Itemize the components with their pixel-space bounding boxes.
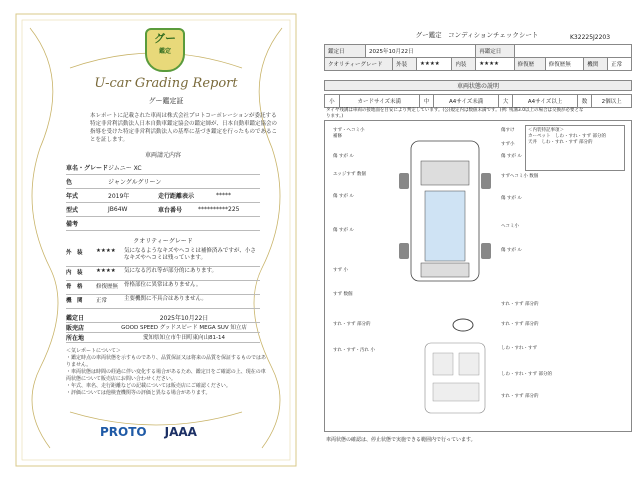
ext-value: ★★★★ <box>416 58 451 71</box>
report-title: U-car Grading Report <box>94 76 238 91</box>
damage-label: すず 数個 <box>333 292 353 297</box>
damage-label: しわ・すれ・すず <box>501 346 538 351</box>
vehicle-model-key: 型式 <box>66 206 79 214</box>
grade-section-title: クオリティーグレード <box>133 238 193 245</box>
vehicle-note-row <box>66 216 260 231</box>
damage-label: 傷 すが ル <box>333 228 354 233</box>
address-key: 所在地 <box>66 334 85 342</box>
legend-medium: 中 <box>419 95 434 108</box>
goo-appraisal-badge <box>145 28 185 72</box>
ext-key: 外装 <box>393 58 417 71</box>
comment-line: ＜内装特記事項＞ <box>528 128 564 133</box>
exterior-key: 外 装 <box>66 250 83 256</box>
vehicle-section-title: 車両請元内容 <box>144 152 181 159</box>
frame-key: 骨 格 <box>66 284 83 290</box>
vehicle-name-key: 車名・グレード <box>66 164 109 172</box>
legend-large: 大 <box>498 95 513 108</box>
legend-small-desc: カードサイズ未満 <box>339 95 419 108</box>
legend-small: 小 <box>325 95 340 108</box>
engine-desc: 主要機関に不具合はありません。 <box>124 296 207 302</box>
int-value: ★★★★ <box>476 58 514 71</box>
interior-desc: 気になる汚れ等が部分的にあります。 <box>124 268 218 274</box>
exterior-stars: ★★★★ <box>96 248 116 254</box>
chassis-key: 車台番号 <box>158 206 183 214</box>
frame-grade-row <box>66 280 260 295</box>
car-outline <box>325 121 633 433</box>
footer-logos <box>100 425 197 439</box>
damage-label: すず小 <box>501 142 515 147</box>
appraisal-date-value: 2025年10月22日 <box>159 314 209 322</box>
damage-label: ヘコミ小 <box>501 224 519 229</box>
damage-label: すず 小 <box>333 268 348 273</box>
sheet-code: K32225J2203 <box>570 34 611 41</box>
proto-logo: PROTO <box>100 425 147 439</box>
frame-value: 修復歴無 <box>96 284 119 290</box>
note-item: ・車両状態は時間の経過に伴い変化する場合があるため、鑑定日をご確認の上、現在の車両状態について販売店にお問い合わせください。 <box>66 369 266 382</box>
damage-label: 補修 <box>333 134 342 139</box>
exterior-desc: 気になるようなキズやヘコミは補修済みですが、小さなキズやヘコミは残っています。 <box>124 248 256 261</box>
damage-label: すれ・すず 部分的 <box>501 302 539 307</box>
damage-label: 傷すけ <box>501 128 515 133</box>
legend-count-desc: 2個以上 <box>592 95 632 108</box>
vehicle-color-row <box>66 174 260 189</box>
damage-label: すれ・すず 部分的 <box>333 322 371 327</box>
frame-key: 修復歴 <box>514 58 545 71</box>
damage-label: 傷 すが ル <box>333 154 354 159</box>
damage-label: エッジすず 数個 <box>333 172 366 177</box>
legend-medium-desc: A4サイズ未満 <box>434 95 498 108</box>
address-value: 愛知県知立市牛田町東向山81-14 <box>143 335 225 341</box>
mileage-value: ***** <box>216 191 231 199</box>
damage-label: すず・ヘコミ小 <box>333 128 365 133</box>
vehicle-model-value: JB64W <box>108 205 128 213</box>
address-row <box>66 332 260 343</box>
damage-diagram <box>324 120 632 432</box>
condition-banner: 車両状態の説明 <box>324 80 632 91</box>
reappraisal-value <box>514 45 631 58</box>
tire-note: タイヤ残溝は車両の接地面を目安により判定しています。(公)規定内は数値未満です。(例: 残溝3.0以上の場合は交換が必要となります。) <box>326 108 584 119</box>
damage-label: しわ・すれ・すず 部分的 <box>501 372 552 377</box>
report-intro: 本レポートに記載された車両は株式会社プロトコーポレーションが委託する特定非営利活動法人日本自動車鑑定協会の鑑定師が、日本自動車鑑定協会の指導を受けた特定非営利活動法人の基準に基づき鑑定を行ったものであることを証します。 <box>90 113 278 143</box>
note-item: ・年式、車名、走行距離などの記載については販売店にご確認ください。 <box>66 383 231 389</box>
quality-grade-key: クオリティーグレード <box>325 58 393 71</box>
exterior-grade-row <box>66 246 260 267</box>
damage-label: 傷 すが ル <box>501 196 522 201</box>
frame-desc: 骨格部位に異常はありません。 <box>124 282 202 288</box>
vehicle-color-key: 色 <box>66 178 73 186</box>
damage-label: 傷 すが ル <box>333 194 354 199</box>
comment-line: 天井 しわ・すれ・すず 部分的 <box>528 140 593 145</box>
shop-key: 販売店 <box>66 324 85 332</box>
vehicle-note-key: 備考 <box>66 220 79 228</box>
engine-grade-row <box>66 294 260 309</box>
damage-label: すれ・すず 部分的 <box>501 322 539 327</box>
vehicle-year-row <box>66 188 260 203</box>
vehicle-name-row <box>66 160 260 175</box>
mileage-key: 走行距離表示 <box>158 192 195 200</box>
interior-grade-row <box>66 266 260 281</box>
legend-count: 数 <box>577 95 592 108</box>
note-item: ・鑑定時点の車両状態を示すものであり、品質保証又は将来の品質を保証するものではありません。 <box>66 355 267 368</box>
sheet-footer: 車両状態の確認は、停止状態で実施できる範囲内で行っています。 <box>326 437 476 443</box>
summary-table <box>324 44 632 71</box>
report-subtitle: グー鑑定証 <box>148 97 184 105</box>
date-key: 鑑定日 <box>325 45 366 58</box>
damage-label: すれ・すず・汚れ 小 <box>333 348 375 353</box>
reappraisal-key: 再鑑定日 <box>476 45 514 58</box>
damage-label: すずヘコミ小 数個 <box>501 174 539 179</box>
badge-sub-text: 鑑定 <box>158 48 171 55</box>
shop-value: GOOD SPEED グッドスピード MEGA SUV 知立店 <box>121 325 247 331</box>
size-legend-table <box>324 94 632 108</box>
grading-report <box>0 0 314 480</box>
engine-key: 機 関 <box>66 298 83 304</box>
vehicle-model-row <box>66 202 260 217</box>
damage-label: 傷 すが ル <box>501 154 522 159</box>
damage-label: すれ・すず 部分的 <box>501 394 539 399</box>
damage-label: 傷 すが ル <box>501 248 522 253</box>
sheet-title: グー鑑定 コンディションチェックシート <box>415 31 539 39</box>
condition-check-sheet <box>314 0 640 480</box>
note-item: ・評価については他検査機関等の評価と異なる場合があります。 <box>66 390 211 396</box>
vehicle-color-value: ジャングルグリーン <box>108 178 162 186</box>
int-key: 内装 <box>452 58 476 71</box>
appraisal-date-key: 鑑定日 <box>66 314 85 322</box>
badge-main-text: グー <box>154 32 176 45</box>
engine-value: 正常 <box>608 58 632 71</box>
chassis-value: **********225 <box>198 205 240 213</box>
notes-title: ＜気レポートについて＞ <box>66 348 121 354</box>
engine-key: 機関 <box>584 58 608 71</box>
frame-value: 修復歴無 <box>545 58 583 71</box>
legend-large-desc: A4サイズ以上 <box>513 95 577 108</box>
jaaa-logo: JAAA <box>164 425 197 439</box>
vehicle-year-value: 2019年 <box>108 192 130 200</box>
comment-line: カーペット しわ・すれ・すず 部分的 <box>528 134 606 139</box>
engine-value: 正常 <box>96 298 108 304</box>
report-notes <box>66 348 266 397</box>
interior-stars: ★★★★ <box>96 268 116 274</box>
vehicle-name-value: ジムニー XC <box>108 164 142 172</box>
date-value: 2025年10月22日 <box>366 45 476 58</box>
interior-key: 内 装 <box>66 270 83 276</box>
vehicle-year-key: 年式 <box>66 192 79 200</box>
